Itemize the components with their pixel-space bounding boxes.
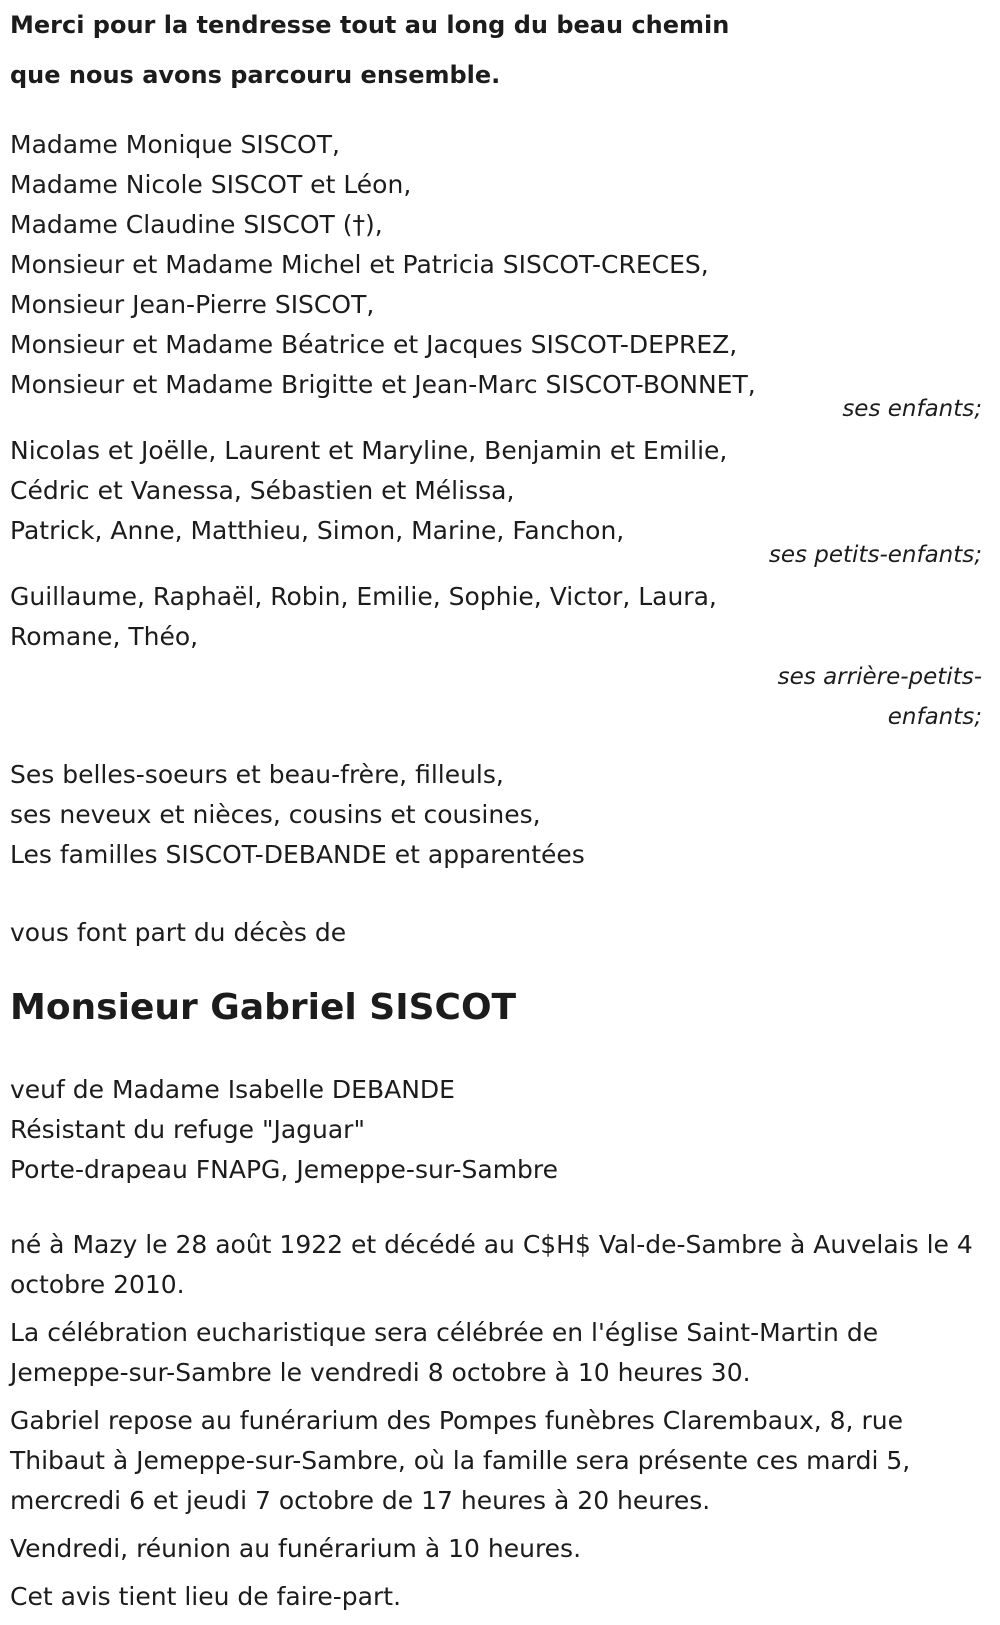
- great-grandchildren-list: [10, 577, 990, 657]
- obituary-notice: [10, 0, 990, 1617]
- paragraph-friday: Vendredi, réunion au funérarium à 10 heures.: [10, 1534, 582, 1563]
- relative-entry: ses neveux et nièces, cousins et cousines,: [10, 800, 541, 829]
- intro-line: que nous avons parcouru ensemble.: [10, 61, 501, 89]
- intro-quote: [10, 0, 990, 100]
- paragraph-funerarium: Gabriel repose au funérarium des Pompes funèbres Clarembaux, 8, rue Thibaut à Jemeppe-sur-Sambre, où la famille sera présente ces mardi 5, mercredi 6 et jeudi 7 octobre de 17 heures à 20 heures.: [10, 1406, 911, 1515]
- detail-line: Porte-drapeau FNAPG, Jemeppe-sur-Sambre: [10, 1155, 559, 1184]
- grandchild-entry: Cédric et Vanessa, Sébastien et Mélissa,: [10, 476, 515, 505]
- paragraph-ceremony: La célébration eucharistique sera célébrée en l'église Saint-Martin de Jemeppe-sur-Sambre le vendredi 8 octobre à 10 heures 30.: [10, 1318, 879, 1387]
- ceremony-information: [10, 1225, 990, 1617]
- deceased-details: [10, 1070, 990, 1190]
- great-grandchild-entry: Guillaume, Raphaël, Robin, Emilie, Sophie, Victor, Laura,: [10, 582, 717, 611]
- child-entry: Monsieur Jean-Pierre SISCOT,: [10, 290, 375, 319]
- great-grandchild-entry: Romane, Théo,: [10, 622, 199, 651]
- paragraph-notice: Cet avis tient lieu de faire-part.: [10, 1582, 402, 1611]
- children-role: ses enfants;: [842, 396, 982, 422]
- grandchildren-role: ses petits-enfants;: [768, 542, 982, 568]
- grandchild-entry: Nicolas et Joëlle, Laurent et Maryline, Benjamin et Emilie,: [10, 436, 728, 465]
- detail-line: veuf de Madame Isabelle DEBANDE: [10, 1075, 455, 1104]
- paragraph-birth-death: né à Mazy le 28 août 1922 et décédé au C$H$ Val-de-Sambre à Auvelais le 4 octobre 2010.: [10, 1230, 973, 1299]
- grandchild-entry: Patrick, Anne, Matthieu, Simon, Marine, Fanchon,: [10, 516, 625, 545]
- announcement-text: vous font part du décès de: [10, 918, 347, 947]
- child-entry: Madame Monique SISCOT,: [10, 130, 340, 159]
- children-list: [10, 125, 990, 405]
- great-grandchildren-role-line: ses arrière-petits-: [777, 664, 982, 690]
- deceased-name: Monsieur Gabriel SISCOT: [10, 987, 517, 1028]
- child-entry: Madame Claudine SISCOT (†),: [10, 210, 383, 239]
- child-entry: Monsieur et Madame Michel et Patricia SISCOT-CRECES,: [10, 250, 709, 279]
- detail-line: Résistant du refuge "Jaguar": [10, 1115, 365, 1144]
- relative-entry: Ses belles-soeurs et beau-frère, filleuls,: [10, 760, 504, 789]
- other-relatives: [10, 755, 990, 875]
- great-grandchildren-role: [10, 657, 990, 737]
- relative-entry: Les familles SISCOT-DEBANDE et apparentées: [10, 840, 585, 869]
- child-entry: Monsieur et Madame Brigitte et Jean-Marc SISCOT-BONNET,: [10, 370, 756, 399]
- child-entry: Monsieur et Madame Béatrice et Jacques SISCOT-DEPREZ,: [10, 330, 738, 359]
- grandchildren-list: [10, 431, 990, 551]
- child-entry: Madame Nicole SISCOT et Léon,: [10, 170, 412, 199]
- intro-line: Merci pour la tendresse tout au long du beau chemin: [10, 11, 730, 39]
- great-grandchildren-role-line: enfants;: [887, 704, 982, 730]
